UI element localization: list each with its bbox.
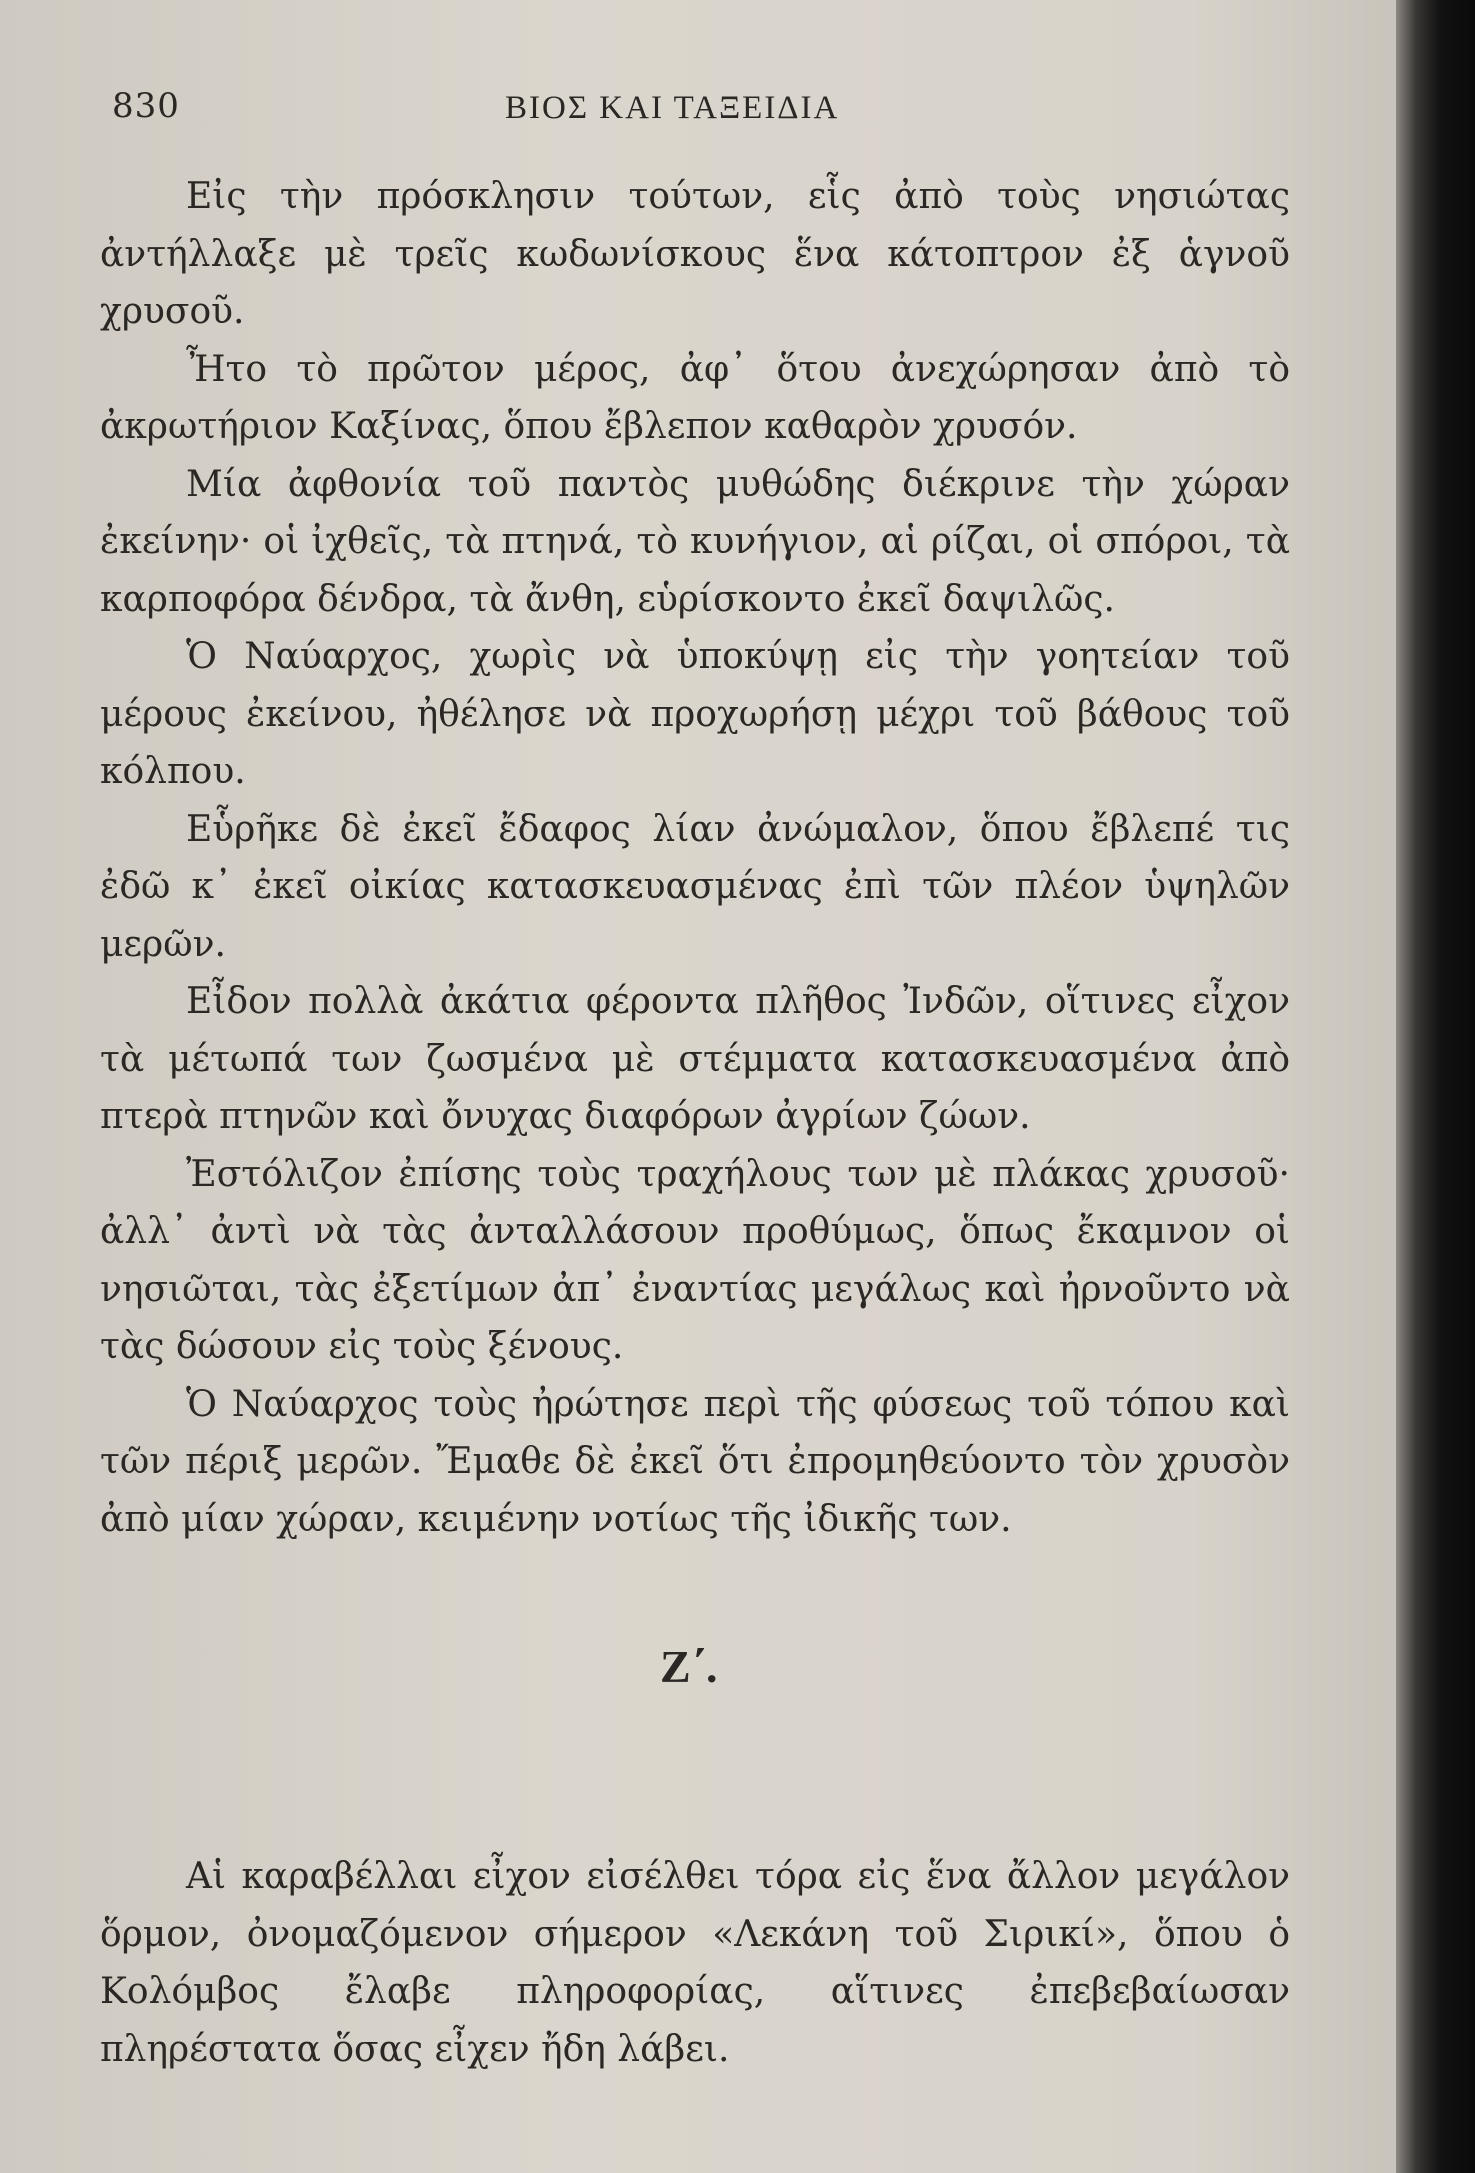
- paragraph: Ὁ Ναύαρχος, χωρὶς νὰ ὑποκύψῃ εἰς τὴν γοητείαν τοῦ μέρους ἐκείνου, ἠθέλησε νὰ προχωρήσῃ μέχρι τοῦ βάθους τοῦ κόλπου.: [100, 636, 1290, 792]
- page-number: 830: [112, 86, 180, 126]
- paragraph: Εἰς τὴν πρόσκλησιν τούτων, εἷς ἀπὸ τοὺς νησιώτας ἀντήλλαξε μὲ τρεῖς κωδωνίσκους ἕνα κάτοπτρον ἐξ ἁγνοῦ χρυσοῦ.: [100, 176, 1290, 332]
- paragraph: Εὗρῆκε δὲ ἐκεῖ ἔδαφος λίαν ἀνώμαλον, ὅπου ἔβλεπέ τις ἐδῶ κ᾽ ἐκεῖ οἰκίας κατασκευασμένας ἐπὶ τῶν πλέον ὑψηλῶν μερῶν.: [100, 808, 1290, 965]
- paragraph: Μία ἀφθονία τοῦ παντὸς μυθώδης διέκρινε τὴν χώραν ἐκείνην· οἱ ἰχθεῖς, τὰ πτηνά, τὸ κυνήγιον, αἱ ρίζαι, οἱ σπόροι, τὰ καρποφόρα δένδρα, τὰ ἄνθη, εὑρίσκοντο ἐκεῖ δαψιλῶς.: [100, 463, 1290, 620]
- section-text: [100, 1848, 1290, 2078]
- paragraph: Εἶδον πολλὰ ἀκάτια φέροντα πλῆθος Ἰνδῶν, οἵτινες εἶχον τὰ μέτωπά των ζωσμένα μὲ στέμματα κατασκευασμένα ἀπὸ πτερὰ πτηνῶν καὶ ὄνυχας διαφόρων ἀγρίων ζώων.: [100, 981, 1290, 1137]
- book-spine-shadow: [1396, 0, 1475, 2173]
- paragraph: Ὁ Ναύαρχος τοὺς ἠρώτησε περὶ τῆς φύσεως τοῦ τόπου καὶ τῶν πέριξ μερῶν. Ἔμαθε δὲ ἐκεῖ ὅτι ἐπρομηθεύοντο τὸν χρυσὸν ἀπὸ μίαν χώραν, κειμένην νοτίως τῆς ἰδικῆς των.: [100, 1383, 1290, 1540]
- section-heading: Ζ΄.: [660, 1641, 718, 1692]
- paragraph: Αἱ καραβέλλαι εἶχον εἰσέλθει τόρα εἰς ἕνα ἄλλον μεγάλον ὅρμον, ὀνομαζόμενον σήμερον «Λεκάνη τοῦ Σιρικί», ὅπου ὁ Κολόμβος ἔλαβε πληροφορίας, αἵτινες ἐπεβεβαίωσαν πληρέστατα ὅσας εἶχεν ἤδη λάβει.: [100, 1856, 1290, 2070]
- running-title: ΒΙΟΣ ΚΑΙ ΤΑΞΕΙΔΙΑ: [505, 90, 840, 126]
- paragraph: Ἐστόλιζον ἐπίσης τοὺς τραχήλους των μὲ πλάκας χρυσοῦ· ἀλλ᾽ ἀντὶ νὰ τὰς ἀνταλλάσουν προθύμως, ὅπως ἔκαμνον οἱ νησιῶται, τὰς ἐξετίμων ἀπ᾽ ἐναντίας μεγάλως καὶ ἠρνοῦντο νὰ τὰς δώσουν εἰς τοὺς ξένους.: [100, 1153, 1290, 1367]
- paragraph: Ἦτο τὸ πρῶτον μέρος, ἀφ᾽ ὅτου ἀνεχώρησαν ἀπὸ τὸ ἀκρωτήριον Καξίνας, ὅπου ἔβλεπον καθαρὸν χρυσόν.: [100, 348, 1290, 447]
- main-text: [100, 168, 1290, 1548]
